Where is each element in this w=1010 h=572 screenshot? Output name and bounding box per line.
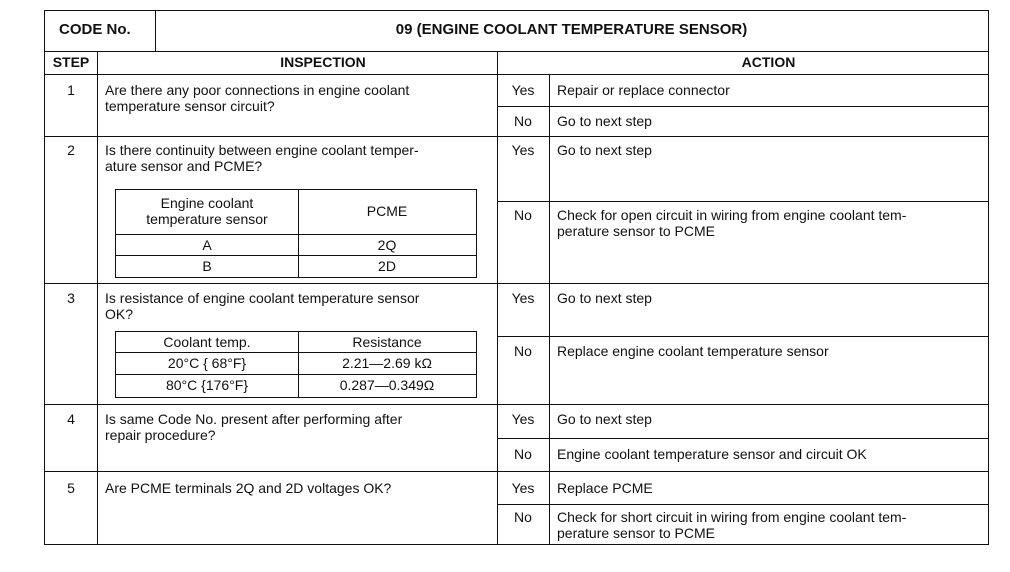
coolant-temp-value: 80°C {176°F} [165,377,249,393]
inspection-text: OK? [105,306,134,322]
action-text: Repair or replace connector [557,82,730,98]
action-text: Replace PCME [557,480,653,496]
step-number: 4 [67,411,75,427]
rule-step5-mid [497,504,988,505]
coolant-temp-value: 20°C { 68°F} [167,355,247,371]
action-text: Engine coolant temperature sensor and circuit OK [557,446,867,462]
sensor-column-header: temperature sensor [146,211,268,227]
sensor-terminal: A [202,237,212,253]
inspection-text: temperature sensor circuit? [105,98,275,114]
inspection-text: Is there continuity between engine coolant temper- [105,142,419,158]
code-title: 09 (ENGINE COOLANT TEMPERATURE SENSOR) [395,21,748,38]
inspection-text: Is resistance of engine coolant temperature sensor [105,290,420,306]
resistance-table-row-rule [116,374,476,375]
rule-header-bottom [45,51,988,52]
sensor-column-header: Engine coolant [160,195,254,211]
step-number: 3 [67,290,75,306]
action-text: Go to next step [557,411,652,427]
inspection-text: Is same Code No. present after performing after [105,411,403,427]
yes-label: Yes [511,480,535,496]
resistance-value: 0.287—0.349Ω [339,377,435,393]
rule-step3-bottom [45,404,988,405]
inspection-text: repair procedure? [105,427,216,443]
action-text: Go to next step [557,113,652,129]
yes-label: Yes [511,82,535,98]
continuity-table-row-rule [116,255,476,256]
pcme-terminal: 2D [378,258,396,274]
step-number: 1 [67,82,75,98]
rule-step-col-right [97,51,98,544]
no-label: No [514,343,532,359]
step-number: 5 [67,480,75,496]
no-label: No [514,113,532,129]
rule-step4-bottom [45,471,988,472]
yes-label: Yes [511,290,535,306]
pcme-terminal: 2Q [377,237,397,253]
pcme-column-header: PCME [366,203,408,219]
rule-step2-mid [497,201,988,202]
diagnostic-table [44,10,989,545]
resistance-value: 2.21—2.69 kΩ [342,355,432,371]
no-label: No [514,509,532,525]
action-text: Go to next step [557,142,652,158]
resistance-table [115,331,477,398]
resistance-column-header: Resistance [352,334,422,350]
rule-step4-mid [497,438,988,439]
resistance-table-head-rule [116,352,476,353]
continuity-table [115,189,477,278]
action-text: Replace engine coolant temperature sensor [557,343,829,359]
inspection-text: Are PCME terminals 2Q and 2D voltages OK? [105,480,392,496]
yes-label: Yes [511,411,535,427]
action-text: Go to next step [557,290,652,306]
yes-label: Yes [511,142,535,158]
rule-step1-mid [497,106,988,107]
rule-colheader-bottom [45,74,988,75]
rule-yesno-col-right [549,74,550,544]
inspection-text: ature sensor and PCME? [105,158,263,174]
action-text: Check for short circuit in wiring from engine coolant tem- [557,509,907,525]
inspection-text: Are there any poor connections in engine coolant [105,82,410,98]
coolant-temp-column-header: Coolant temp. [163,334,251,350]
inspection-column-header: INSPECTION [280,54,366,70]
continuity-table-head-rule [116,234,476,235]
action-column-header: ACTION [741,54,796,70]
action-text: perature sensor to PCME [557,525,715,541]
action-text: Check for open circuit in wiring from engine coolant tem- [557,207,907,223]
action-text: perature sensor to PCME [557,223,715,239]
sensor-terminal: B [202,258,212,274]
no-label: No [514,207,532,223]
step-column-header: STEP [52,54,90,70]
step-number: 2 [67,142,75,158]
code-number-label: CODE No. [59,21,131,38]
rule-step2-bottom [45,283,988,284]
no-label: No [514,446,532,462]
rule-step3-mid [497,336,988,337]
rule-step1-bottom [45,136,988,137]
